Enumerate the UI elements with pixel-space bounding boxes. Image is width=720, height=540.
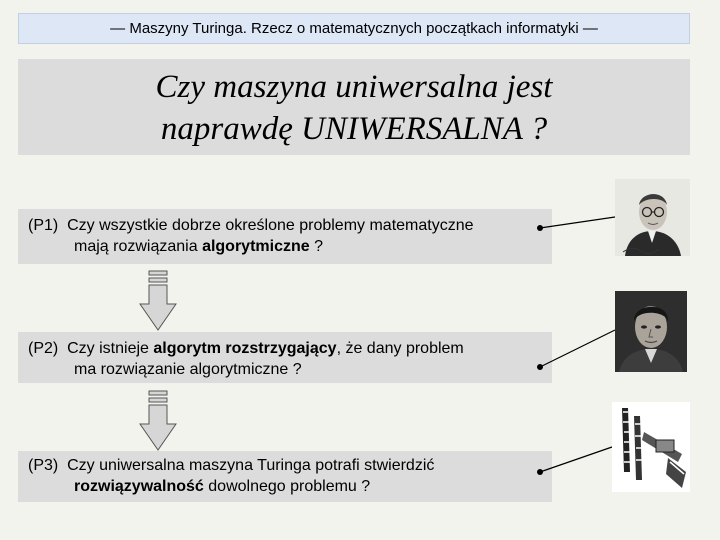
problem-p2-text-1: Czy istnieje	[67, 340, 154, 357]
problem-p2-text-2: , że dany problem	[336, 340, 464, 357]
presentation-banner	[18, 13, 690, 44]
problem-p3-line-1	[28, 455, 542, 476]
problem-p1	[18, 209, 552, 264]
portrait-photo-2	[615, 291, 687, 372]
portrait-photo-1	[615, 179, 690, 256]
title-line-1: Czy maszyna uniwersalna jest	[155, 69, 553, 105]
turing-machine-image	[612, 402, 690, 492]
problem-p2-line-1	[28, 338, 542, 359]
problem-p1-line-1	[28, 215, 542, 236]
banner-text: — Maszyny Turinga. Rzecz o matematycznych początkach informatyki —	[110, 20, 598, 37]
down-arrow-icon	[138, 390, 178, 452]
problem-p3-text-2: dowolnego problemu ?	[203, 478, 371, 495]
problem-p1-label: (P1)	[28, 217, 59, 234]
problem-p3-bold: rozwiązywalność	[74, 478, 204, 495]
problem-p1-line-2	[28, 236, 542, 257]
problem-p2-label: (P2)	[28, 340, 59, 357]
problem-p2-line-2: ma rozwiązanie algorytmiczne ?	[74, 361, 302, 378]
problem-p1-text-2: mają rozwiązania	[74, 238, 203, 255]
down-arrow-icon	[138, 270, 178, 332]
problem-p3	[18, 451, 552, 502]
problem-p1-text: Czy wszystkie dobrze określone problemy matematyczne	[67, 217, 474, 234]
portrait-photo-icon	[615, 179, 690, 256]
slide-title	[18, 59, 690, 155]
portrait-photo-icon	[615, 291, 687, 372]
problem-p3-line-2	[28, 476, 542, 497]
title-line-2: naprawdę UNIWERSALNA ?	[160, 111, 548, 147]
problem-p1-bold: algorytmiczne	[202, 238, 310, 255]
turing-machine-tape-icon	[612, 402, 690, 492]
problem-p2-bold: algorytm rozstrzygający	[153, 340, 337, 357]
problem-p3-text: Czy uniwersalna maszyna Turinga potrafi stwierdzić	[67, 457, 435, 474]
problem-p1-text-3: ?	[309, 238, 323, 255]
problem-p3-label: (P3)	[28, 457, 59, 474]
problem-p2	[18, 332, 552, 383]
